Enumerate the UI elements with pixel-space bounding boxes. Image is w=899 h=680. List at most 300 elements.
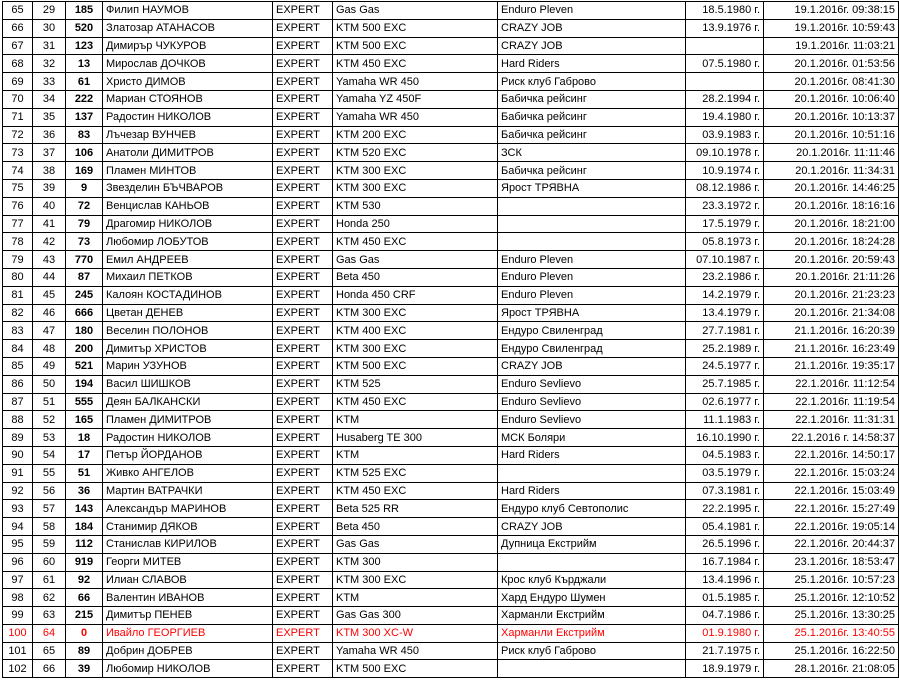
club-cell: Enduro Sevlievo	[498, 393, 686, 411]
class-cell: EXPERT	[273, 500, 333, 518]
row-index-cell: 95	[3, 535, 33, 553]
group-number-cell: 61	[33, 571, 66, 589]
registration-time-cell: 20.1.2016г. 20:59:43	[764, 251, 899, 269]
registration-time-cell: 22.1.2016г. 15:03:49	[764, 482, 899, 500]
group-number-cell: 30	[33, 19, 66, 37]
row-index-cell: 82	[3, 304, 33, 322]
table-row	[3, 90, 899, 108]
club-cell: ЗСК	[498, 144, 686, 162]
table-row	[3, 286, 899, 304]
rider-name-cell: Илиан СЛАВОВ	[103, 571, 273, 589]
registration-time-cell: 22.1.2016г. 19:05:14	[764, 518, 899, 536]
table-row	[3, 500, 899, 518]
row-index-cell: 75	[3, 179, 33, 197]
rider-name-cell: Лъчезар ВУНЧЕВ	[103, 126, 273, 144]
start-number-cell: 9	[66, 179, 103, 197]
table-row	[3, 215, 899, 233]
start-number-cell: 123	[66, 37, 103, 55]
table-row	[3, 340, 899, 358]
class-cell: EXPERT	[273, 375, 333, 393]
group-number-cell: 51	[33, 393, 66, 411]
birth-date-cell: 16.10.1990 г.	[686, 429, 764, 447]
motorcycle-cell: Honda 450 CRF	[333, 286, 498, 304]
registration-time-cell: 20.1.2016г. 18:21:00	[764, 215, 899, 233]
club-cell	[498, 464, 686, 482]
row-index-cell: 92	[3, 482, 33, 500]
group-number-cell: 29	[33, 2, 66, 20]
start-number-cell: 18	[66, 429, 103, 447]
table-row	[3, 144, 899, 162]
row-index-cell: 100	[3, 624, 33, 642]
club-cell: Enduro Pleven	[498, 286, 686, 304]
rider-name-cell: Пламен МИНТОВ	[103, 162, 273, 180]
registration-table	[2, 1, 899, 678]
row-index-cell: 94	[3, 518, 33, 536]
group-number-cell: 54	[33, 446, 66, 464]
start-number-cell: 13	[66, 55, 103, 73]
rider-name-cell: Александър МАРИНОВ	[103, 500, 273, 518]
motorcycle-cell: Honda 250	[333, 215, 498, 233]
group-number-cell: 56	[33, 482, 66, 500]
rider-name-cell: Ивайло ГЕОРГИЕВ	[103, 624, 273, 642]
motorcycle-cell: KTM 300 XC-W	[333, 624, 498, 642]
start-number-cell: 143	[66, 500, 103, 518]
rider-name-cell: Христо ДИМОВ	[103, 73, 273, 91]
start-number-cell: 112	[66, 535, 103, 553]
motorcycle-cell: Yamaha YZ 450F	[333, 90, 498, 108]
rider-name-cell: Мирослав ДОЧКОВ	[103, 55, 273, 73]
class-cell: EXPERT	[273, 286, 333, 304]
rider-name-cell: Валентин ИВАНОВ	[103, 589, 273, 607]
rider-name-cell: Филип НАУМОВ	[103, 2, 273, 20]
birth-date-cell: 03.5.1979 г.	[686, 464, 764, 482]
club-cell: Ендуро клуб Севтополис	[498, 500, 686, 518]
row-index-cell: 88	[3, 411, 33, 429]
motorcycle-cell: KTM 450 EXC	[333, 233, 498, 251]
motorcycle-cell: KTM 300 EXC	[333, 304, 498, 322]
row-index-cell: 102	[3, 660, 33, 678]
class-cell: EXPERT	[273, 571, 333, 589]
motorcycle-cell: Yamaha WR 450	[333, 642, 498, 660]
group-number-cell: 65	[33, 642, 66, 660]
row-index-cell: 97	[3, 571, 33, 589]
group-number-cell: 43	[33, 251, 66, 269]
club-cell: Бабичка рейсинг	[498, 126, 686, 144]
rider-name-cell: Златозар АТАНАСОВ	[103, 19, 273, 37]
table-row	[3, 126, 899, 144]
row-index-cell: 66	[3, 19, 33, 37]
rider-name-cell: Живко АНГЕЛОВ	[103, 464, 273, 482]
table-row	[3, 446, 899, 464]
start-number-cell: 87	[66, 268, 103, 286]
club-cell: Ярост ТРЯВНА	[498, 304, 686, 322]
class-cell: EXPERT	[273, 108, 333, 126]
start-number-cell: 200	[66, 340, 103, 358]
rider-name-cell: Цветан ДЕНЕВ	[103, 304, 273, 322]
club-cell: МСК Боляри	[498, 429, 686, 447]
row-index-cell: 81	[3, 286, 33, 304]
start-number-cell: 51	[66, 464, 103, 482]
row-index-cell: 76	[3, 197, 33, 215]
group-number-cell: 63	[33, 607, 66, 625]
registration-time-cell: 20.1.2016г. 11:34:31	[764, 162, 899, 180]
row-index-cell: 77	[3, 215, 33, 233]
birth-date-cell: 24.5.1977 г.	[686, 357, 764, 375]
club-cell: Дупница Екстрийм	[498, 535, 686, 553]
registration-time-cell: 25.1.2016г. 13:30:25	[764, 607, 899, 625]
birth-date-cell: 01.9.1980 г.	[686, 624, 764, 642]
motorcycle-cell: KTM 300 EXC	[333, 340, 498, 358]
motorcycle-cell: KTM	[333, 446, 498, 464]
row-index-cell: 65	[3, 2, 33, 20]
start-number-cell: 194	[66, 375, 103, 393]
class-cell: EXPERT	[273, 429, 333, 447]
group-number-cell: 60	[33, 553, 66, 571]
motorcycle-cell: Gas Gas	[333, 2, 498, 20]
table-row	[3, 571, 899, 589]
group-number-cell: 52	[33, 411, 66, 429]
class-cell: EXPERT	[273, 357, 333, 375]
motorcycle-cell: KTM 300 EXC	[333, 162, 498, 180]
registration-time-cell: 22.1.2016г. 20:44:37	[764, 535, 899, 553]
birth-date-cell: 09.10.1978 г.	[686, 144, 764, 162]
table-row	[3, 268, 899, 286]
class-cell: EXPERT	[273, 411, 333, 429]
table-row	[3, 553, 899, 571]
start-number-cell: 245	[66, 286, 103, 304]
registration-time-cell: 22.1.2016г. 11:19:54	[764, 393, 899, 411]
birth-date-cell	[686, 37, 764, 55]
motorcycle-cell: Beta 450	[333, 268, 498, 286]
start-number-cell: 83	[66, 126, 103, 144]
registration-time-cell: 20.1.2016г. 10:51:16	[764, 126, 899, 144]
club-cell: Бабичка рейсинг	[498, 162, 686, 180]
club-cell: CRAZY JOB	[498, 357, 686, 375]
birth-date-cell: 04.7.1986 г.	[686, 607, 764, 625]
class-cell: EXPERT	[273, 642, 333, 660]
registration-time-cell: 20.1.2016г. 18:24:28	[764, 233, 899, 251]
motorcycle-cell: KTM 525	[333, 375, 498, 393]
row-index-cell: 83	[3, 322, 33, 340]
table-row	[3, 304, 899, 322]
club-cell	[498, 660, 686, 678]
birth-date-cell: 05.8.1973 г.	[686, 233, 764, 251]
birth-date-cell: 26.5.1996 г.	[686, 535, 764, 553]
birth-date-cell: 23.3.1972 г.	[686, 197, 764, 215]
registration-time-cell: 22.1.2016 г. 14:58:37	[764, 429, 899, 447]
club-cell: Риск клуб Габрово	[498, 73, 686, 91]
class-cell: EXPERT	[273, 446, 333, 464]
birth-date-cell: 04.5.1983 г.	[686, 446, 764, 464]
row-index-cell: 84	[3, 340, 33, 358]
row-index-cell: 72	[3, 126, 33, 144]
registration-time-cell: 20.1.2016г. 11:11:46	[764, 144, 899, 162]
group-number-cell: 44	[33, 268, 66, 286]
registration-time-cell: 21.1.2016г. 19:35:17	[764, 357, 899, 375]
row-index-cell: 86	[3, 375, 33, 393]
club-cell: Крос клуб Кърджали	[498, 571, 686, 589]
class-cell: EXPERT	[273, 464, 333, 482]
table-row	[3, 375, 899, 393]
motorcycle-cell: Gas Gas	[333, 251, 498, 269]
class-cell: EXPERT	[273, 607, 333, 625]
motorcycle-cell: Beta 450	[333, 518, 498, 536]
registration-time-cell: 20.1.2016г. 10:13:37	[764, 108, 899, 126]
birth-date-cell: 14.2.1979 г.	[686, 286, 764, 304]
class-cell: EXPERT	[273, 37, 333, 55]
table-row	[3, 642, 899, 660]
group-number-cell: 62	[33, 589, 66, 607]
rider-name-cell: Драгомир НИКОЛОВ	[103, 215, 273, 233]
birth-date-cell	[686, 73, 764, 91]
group-number-cell: 39	[33, 179, 66, 197]
start-number-cell: 73	[66, 233, 103, 251]
club-cell: Ендуро Свиленград	[498, 322, 686, 340]
birth-date-cell: 25.2.1989 г.	[686, 340, 764, 358]
start-number-cell: 185	[66, 2, 103, 20]
table-row	[3, 411, 899, 429]
row-index-cell: 68	[3, 55, 33, 73]
start-number-cell: 39	[66, 660, 103, 678]
class-cell: EXPERT	[273, 251, 333, 269]
rider-name-cell: Веселин ПОЛОНОВ	[103, 322, 273, 340]
club-cell: Харманли Екстрийм	[498, 607, 686, 625]
club-cell: Харманли Екстрийм	[498, 624, 686, 642]
registration-time-cell: 19.1.2016г. 10:59:43	[764, 19, 899, 37]
club-cell: Enduro Pleven	[498, 251, 686, 269]
registration-time-cell: 20.1.2016г. 21:34:08	[764, 304, 899, 322]
class-cell: EXPERT	[273, 268, 333, 286]
birth-date-cell: 22.2.1995 г.	[686, 500, 764, 518]
start-number-cell: 555	[66, 393, 103, 411]
registration-time-cell: 22.1.2016г. 11:12:54	[764, 375, 899, 393]
registration-time-cell: 25.1.2016г. 16:22:50	[764, 642, 899, 660]
table-row	[3, 179, 899, 197]
group-number-cell: 35	[33, 108, 66, 126]
table-body	[3, 2, 899, 678]
class-cell: EXPERT	[273, 126, 333, 144]
motorcycle-cell: KTM 300 EXC	[333, 179, 498, 197]
row-index-cell: 69	[3, 73, 33, 91]
group-number-cell: 46	[33, 304, 66, 322]
group-number-cell: 40	[33, 197, 66, 215]
birth-date-cell: 13.9.1976 г.	[686, 19, 764, 37]
birth-date-cell: 02.6.1977 г.	[686, 393, 764, 411]
class-cell: EXPERT	[273, 179, 333, 197]
club-cell: Ендуро Свиленград	[498, 340, 686, 358]
start-number-cell: 0	[66, 624, 103, 642]
birth-date-cell: 13.4.1979 г.	[686, 304, 764, 322]
birth-date-cell: 28.2.1994 г.	[686, 90, 764, 108]
start-number-cell: 770	[66, 251, 103, 269]
motorcycle-cell: Beta 525 RR	[333, 500, 498, 518]
group-number-cell: 58	[33, 518, 66, 536]
motorcycle-cell: Gas Gas 300	[333, 607, 498, 625]
start-number-cell: 180	[66, 322, 103, 340]
motorcycle-cell: KTM	[333, 589, 498, 607]
motorcycle-cell: Yamaha WR 450	[333, 73, 498, 91]
motorcycle-cell: Gas Gas	[333, 535, 498, 553]
table-row	[3, 535, 899, 553]
registration-time-cell: 21.1.2016г. 16:23:49	[764, 340, 899, 358]
table-row	[3, 251, 899, 269]
class-cell: EXPERT	[273, 304, 333, 322]
rider-name-cell: Димитър ХРИСТОВ	[103, 340, 273, 358]
start-number-cell: 72	[66, 197, 103, 215]
start-number-cell: 36	[66, 482, 103, 500]
row-index-cell: 67	[3, 37, 33, 55]
rider-name-cell: Васил ШИШКОВ	[103, 375, 273, 393]
row-index-cell: 80	[3, 268, 33, 286]
start-number-cell: 89	[66, 642, 103, 660]
table-row	[3, 322, 899, 340]
table-row	[3, 73, 899, 91]
row-index-cell: 79	[3, 251, 33, 269]
birth-date-cell: 21.7.1975 г.	[686, 642, 764, 660]
start-number-cell: 919	[66, 553, 103, 571]
class-cell: EXPERT	[273, 55, 333, 73]
row-index-cell: 101	[3, 642, 33, 660]
club-cell	[498, 233, 686, 251]
birth-date-cell: 07.10.1987 г.	[686, 251, 764, 269]
start-number-cell: 520	[66, 19, 103, 37]
table-row	[3, 429, 899, 447]
birth-date-cell: 23.2.1986 г.	[686, 268, 764, 286]
table-row	[3, 357, 899, 375]
club-cell: Enduro Sevlievo	[498, 411, 686, 429]
group-number-cell: 37	[33, 144, 66, 162]
rider-name-cell: Анатоли ДИМИТРОВ	[103, 144, 273, 162]
registration-time-cell: 20.1.2016г. 01:53:56	[764, 55, 899, 73]
birth-date-cell: 01.5.1985 г.	[686, 589, 764, 607]
class-cell: EXPERT	[273, 660, 333, 678]
motorcycle-cell: Husaberg TE 300	[333, 429, 498, 447]
birth-date-cell: 25.7.1985 г.	[686, 375, 764, 393]
start-number-cell: 79	[66, 215, 103, 233]
row-index-cell: 98	[3, 589, 33, 607]
table-row	[3, 19, 899, 37]
motorcycle-cell: KTM 500 EXC	[333, 19, 498, 37]
group-number-cell: 50	[33, 375, 66, 393]
motorcycle-cell: KTM 200 EXC	[333, 126, 498, 144]
rider-name-cell: Станимир ДЯКОВ	[103, 518, 273, 536]
class-cell: EXPERT	[273, 589, 333, 607]
group-number-cell: 41	[33, 215, 66, 233]
motorcycle-cell: KTM 530	[333, 197, 498, 215]
start-number-cell: 66	[66, 589, 103, 607]
club-cell: Enduro Pleven	[498, 2, 686, 20]
row-index-cell: 78	[3, 233, 33, 251]
motorcycle-cell: KTM 450 EXC	[333, 482, 498, 500]
registration-time-cell: 20.1.2016г. 18:16:16	[764, 197, 899, 215]
rider-name-cell: Мартин ВАТРАЧКИ	[103, 482, 273, 500]
table-row	[3, 393, 899, 411]
motorcycle-cell: Yamaha WR 450	[333, 108, 498, 126]
birth-date-cell: 07.5.1980 г.	[686, 55, 764, 73]
table-row	[3, 108, 899, 126]
rider-name-cell: Любомир НИКОЛОВ	[103, 660, 273, 678]
registration-time-cell: 25.1.2016г. 10:57:23	[764, 571, 899, 589]
class-cell: EXPERT	[273, 197, 333, 215]
group-number-cell: 57	[33, 500, 66, 518]
rider-name-cell: Деян БАЛКАНСКИ	[103, 393, 273, 411]
class-cell: EXPERT	[273, 215, 333, 233]
row-index-cell: 87	[3, 393, 33, 411]
start-number-cell: 215	[66, 607, 103, 625]
motorcycle-cell: KTM 520 EXC	[333, 144, 498, 162]
motorcycle-cell: KTM 450 EXC	[333, 55, 498, 73]
start-number-cell: 137	[66, 108, 103, 126]
rider-name-cell: Емил АНДРЕЕВ	[103, 251, 273, 269]
rider-name-cell: Любомир ЛОБУТОВ	[103, 233, 273, 251]
class-cell: EXPERT	[273, 144, 333, 162]
registration-time-cell: 19.1.2016г. 11:03:21	[764, 37, 899, 55]
registration-time-cell: 22.1.2016г. 14:50:17	[764, 446, 899, 464]
club-cell: CRAZY JOB	[498, 518, 686, 536]
rider-name-cell: Марин УЗУНОВ	[103, 357, 273, 375]
motorcycle-cell: KTM 450 EXC	[333, 393, 498, 411]
registration-time-cell: 20.1.2016г. 21:11:26	[764, 268, 899, 286]
class-cell: EXPERT	[273, 482, 333, 500]
table-row	[3, 607, 899, 625]
group-number-cell: 34	[33, 90, 66, 108]
rider-name-cell: Петър ЙОРДАНОВ	[103, 446, 273, 464]
registration-time-cell: 22.1.2016г. 11:31:31	[764, 411, 899, 429]
group-number-cell: 59	[33, 535, 66, 553]
class-cell: EXPERT	[273, 162, 333, 180]
row-index-cell: 74	[3, 162, 33, 180]
table-row	[3, 37, 899, 55]
group-number-cell: 55	[33, 464, 66, 482]
club-cell: Enduro Pleven	[498, 268, 686, 286]
club-cell	[498, 553, 686, 571]
rider-name-cell: Звезделин БЪЧВАРОВ	[103, 179, 273, 197]
registration-time-cell: 22.1.2016г. 15:27:49	[764, 500, 899, 518]
row-index-cell: 89	[3, 429, 33, 447]
birth-date-cell: 08.12.1986 г.	[686, 179, 764, 197]
table-row	[3, 624, 899, 642]
motorcycle-cell: KTM 525 EXC	[333, 464, 498, 482]
club-cell: Бабичка рейсинг	[498, 108, 686, 126]
rider-name-cell: Радостин НИКОЛОВ	[103, 429, 273, 447]
table-row	[3, 2, 899, 20]
row-index-cell: 71	[3, 108, 33, 126]
birth-date-cell: 13.4.1996 г.	[686, 571, 764, 589]
birth-date-cell: 19.4.1980 г.	[686, 108, 764, 126]
class-cell: EXPERT	[273, 535, 333, 553]
table-row	[3, 162, 899, 180]
group-number-cell: 33	[33, 73, 66, 91]
birth-date-cell: 18.9.1979 г.	[686, 660, 764, 678]
table-row	[3, 482, 899, 500]
birth-date-cell: 17.5.1979 г.	[686, 215, 764, 233]
registration-time-cell: 19.1.2016г. 09:38:15	[764, 2, 899, 20]
start-number-cell: 169	[66, 162, 103, 180]
registration-time-cell: 25.1.2016г. 12:10:52	[764, 589, 899, 607]
table-row	[3, 660, 899, 678]
group-number-cell: 36	[33, 126, 66, 144]
club-cell: Бабичка рейсинг	[498, 90, 686, 108]
rider-name-cell: Пламен ДИМИТРОВ	[103, 411, 273, 429]
group-number-cell: 49	[33, 357, 66, 375]
table-row	[3, 589, 899, 607]
start-number-cell: 666	[66, 304, 103, 322]
start-number-cell: 61	[66, 73, 103, 91]
rider-name-cell: Димиръp ЧУКУРОВ	[103, 37, 273, 55]
rider-name-cell: Калоян КОСТАДИНОВ	[103, 286, 273, 304]
table-row	[3, 518, 899, 536]
birth-date-cell: 03.9.1983 г.	[686, 126, 764, 144]
